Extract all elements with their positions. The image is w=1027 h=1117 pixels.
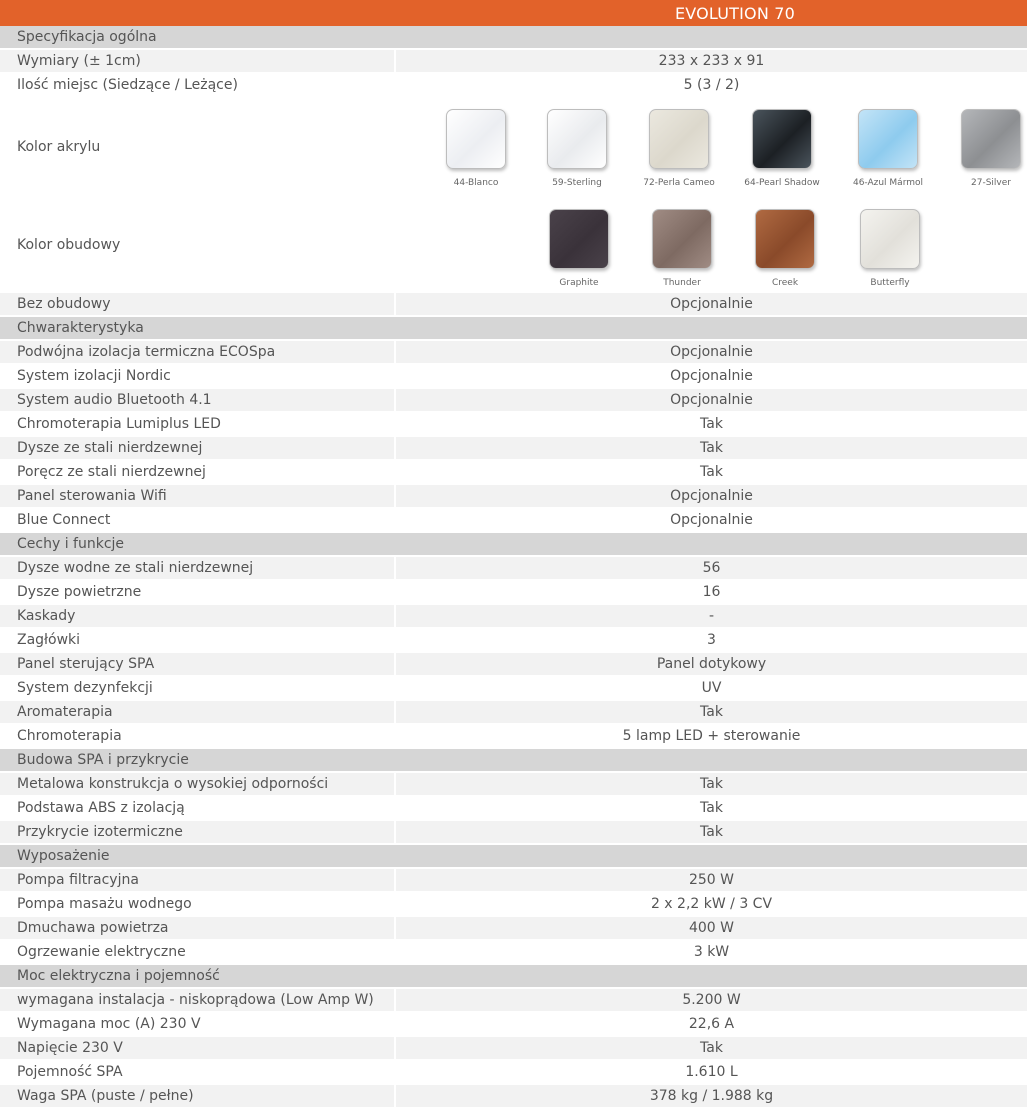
section-header (0, 845, 1027, 869)
spec-value: Panel dotykowy (396, 653, 1027, 675)
spec-value: Tak (396, 701, 1027, 723)
color-swatch[interactable] (446, 109, 506, 188)
spec-row (0, 701, 1027, 725)
spec-label: Poręcz ze stali nierdzewnej (0, 461, 394, 483)
spec-label: Napięcie 230 V (0, 1037, 394, 1059)
swatch-caption: Butterfly (870, 278, 910, 288)
spec-label: Metalowa konstrukcja o wysokiej odporności (0, 773, 394, 795)
color-swatch[interactable] (643, 109, 715, 188)
color-swatch[interactable] (549, 209, 609, 288)
spec-label: Wymagana moc (A) 230 V (0, 1013, 394, 1035)
spec-label: Kolor obudowy (0, 198, 394, 291)
section-header (0, 965, 1027, 989)
spec-row (0, 821, 1027, 845)
spec-value: 16 (396, 581, 1027, 603)
spec-value: Tak (396, 437, 1027, 459)
spec-label: Ilość miejsc (Siedzące / Leżące) (0, 74, 394, 96)
swatch-chip (860, 209, 920, 269)
spec-value: Tak (396, 461, 1027, 483)
spec-label: Dysze ze stali nierdzewnej (0, 437, 394, 459)
acrylic-swatches (396, 98, 1027, 196)
cabinet-swatches (396, 198, 1027, 291)
swatch-caption: Creek (771, 278, 799, 288)
spec-label: Pojemność SPA (0, 1061, 394, 1083)
spec-label: Podstawa ABS z izolacją (0, 797, 394, 819)
spec-row (0, 1013, 1027, 1037)
swatch-chip (755, 209, 815, 269)
spec-label: Zagłówki (0, 629, 394, 651)
spec-label: Blue Connect (0, 509, 394, 531)
color-swatch[interactable] (860, 209, 920, 288)
spec-label: Wymiary (± 1cm) (0, 50, 394, 72)
swatch-chip (549, 209, 609, 269)
spec-row (0, 581, 1027, 605)
spec-row (0, 557, 1027, 581)
swatch-caption: 64-Pearl Shadow (744, 178, 820, 188)
spec-label: Ogrzewanie elektryczne (0, 941, 394, 963)
spec-row (0, 509, 1027, 533)
section-header (0, 749, 1027, 773)
swatch-chip (752, 109, 812, 169)
spec-row (0, 461, 1027, 485)
spec-label: Dysze wodne ze stali nierdzewnej (0, 557, 394, 579)
spec-label: Panel sterujący SPA (0, 653, 394, 675)
spec-value: Opcjonalnie (396, 485, 1027, 507)
spec-row (0, 605, 1027, 629)
spec-row (0, 893, 1027, 917)
spec-value: Tak (396, 413, 1027, 435)
spec-value: Opcjonalnie (396, 365, 1027, 387)
spec-row (0, 413, 1027, 437)
spec-value: 56 (396, 557, 1027, 579)
spec-label: Pompa filtracyjna (0, 869, 394, 891)
swatch-caption: 44-Blanco (453, 178, 499, 188)
spec-label: Chromoterapia (0, 725, 394, 747)
spec-row (0, 437, 1027, 461)
spec-value: Opcjonalnie (396, 293, 1027, 315)
spec-value: Opcjonalnie (396, 341, 1027, 363)
spec-value: Opcjonalnie (396, 509, 1027, 531)
spec-value: 3 (396, 629, 1027, 651)
spec-label: Przykrycie izotermiczne (0, 821, 394, 843)
spec-value: 233 x 233 x 91 (396, 50, 1027, 72)
spec-value: 5 (3 / 2) (396, 74, 1027, 96)
spec-row (0, 50, 1027, 74)
spec-row (0, 389, 1027, 413)
spec-row (0, 1037, 1027, 1061)
spec-row (0, 365, 1027, 389)
swatch-caption: 46-Azul Mármol (852, 178, 924, 188)
spec-row (0, 1085, 1027, 1109)
swatch-caption: Graphite (559, 278, 599, 288)
spec-label: System audio Bluetooth 4.1 (0, 389, 394, 411)
spec-label: Dmuchawa powietrza (0, 917, 394, 939)
spec-label: Dysze powietrzne (0, 581, 394, 603)
spec-row (0, 725, 1027, 749)
spec-value: 400 W (396, 917, 1027, 939)
swatch-chip (547, 109, 607, 169)
spec-value: 5.200 W (396, 989, 1027, 1011)
section-title: Specyfikacja ogólna (0, 26, 1027, 48)
spec-row (0, 773, 1027, 797)
spec-label: wymagana instalacja - niskoprądowa (Low Amp W) (0, 989, 394, 1011)
spec-value: 3 kW (396, 941, 1027, 963)
section-title: Cechy i funkcje (0, 533, 1027, 555)
header-bar (0, 0, 1027, 26)
color-swatch[interactable] (744, 109, 820, 188)
spec-row (0, 941, 1027, 965)
spec-value: Tak (396, 797, 1027, 819)
spec-label: Bez obudowy (0, 293, 394, 315)
section-header (0, 317, 1027, 341)
spec-value: Tak (396, 1037, 1027, 1059)
color-swatch[interactable] (852, 109, 924, 188)
spec-row (0, 989, 1027, 1013)
spec-row (0, 869, 1027, 893)
swatch-caption: 27-Silver (971, 178, 1011, 188)
spec-row (0, 74, 1027, 98)
spec-value: 250 W (396, 869, 1027, 891)
spec-row (0, 293, 1027, 317)
spec-label: Aromaterapia (0, 701, 394, 723)
spec-value: 22,6 A (396, 1013, 1027, 1035)
swatch-chip (649, 109, 709, 169)
color-swatch[interactable] (755, 209, 815, 288)
section-header (0, 533, 1027, 557)
spec-value: Opcjonalnie (396, 389, 1027, 411)
swatch-chip (858, 109, 918, 169)
section-title: Wyposażenie (0, 845, 1027, 867)
spec-row (0, 98, 1027, 198)
color-swatch[interactable] (961, 109, 1021, 188)
spec-value: - (396, 605, 1027, 627)
spec-label: Chromoterapia Lumiplus LED (0, 413, 394, 435)
spec-value: 2 x 2,2 kW / 3 CV (396, 893, 1027, 915)
spec-label: System dezynfekcji (0, 677, 394, 699)
section-title: Moc elektryczna i pojemność (0, 965, 1027, 987)
color-swatch[interactable] (652, 209, 712, 288)
spec-row (0, 485, 1027, 509)
color-swatch[interactable] (547, 109, 607, 188)
spec-value: Tak (396, 773, 1027, 795)
spec-table (0, 26, 1027, 1109)
spec-value: UV (396, 677, 1027, 699)
swatch-caption: Thunder (663, 278, 701, 288)
spec-label: Pompa masażu wodnego (0, 893, 394, 915)
spec-label: Waga SPA (puste / pełne) (0, 1085, 394, 1107)
spec-label: Kaskady (0, 605, 394, 627)
spec-label: Panel sterowania Wifi (0, 485, 394, 507)
swatch-chip (652, 209, 712, 269)
swatch-caption: 72-Perla Cameo (643, 178, 715, 188)
spec-label: Podwójna izolacja termiczna ECOSpa (0, 341, 394, 363)
swatch-chip (961, 109, 1021, 169)
section-title: Chwarakterystyka (0, 317, 1027, 339)
spec-row (0, 653, 1027, 677)
spec-label: Kolor akrylu (0, 98, 394, 196)
swatch-caption: 59-Sterling (552, 178, 602, 188)
swatch-chip (446, 109, 506, 169)
spec-row (0, 917, 1027, 941)
spec-row (0, 677, 1027, 701)
spec-value: 1.610 L (396, 1061, 1027, 1083)
section-header (0, 26, 1027, 50)
spec-value: Tak (396, 821, 1027, 843)
spec-value: 378 kg / 1.988 kg (396, 1085, 1027, 1107)
model-title: EVOLUTION 70 (674, 4, 796, 23)
spec-row (0, 629, 1027, 653)
spec-row (0, 797, 1027, 821)
spec-label: System izolacji Nordic (0, 365, 394, 387)
spec-row (0, 198, 1027, 293)
spec-value: 5 lamp LED + sterowanie (396, 725, 1027, 747)
spec-row (0, 1061, 1027, 1085)
spec-row (0, 341, 1027, 365)
section-title: Budowa SPA i przykrycie (0, 749, 1027, 771)
